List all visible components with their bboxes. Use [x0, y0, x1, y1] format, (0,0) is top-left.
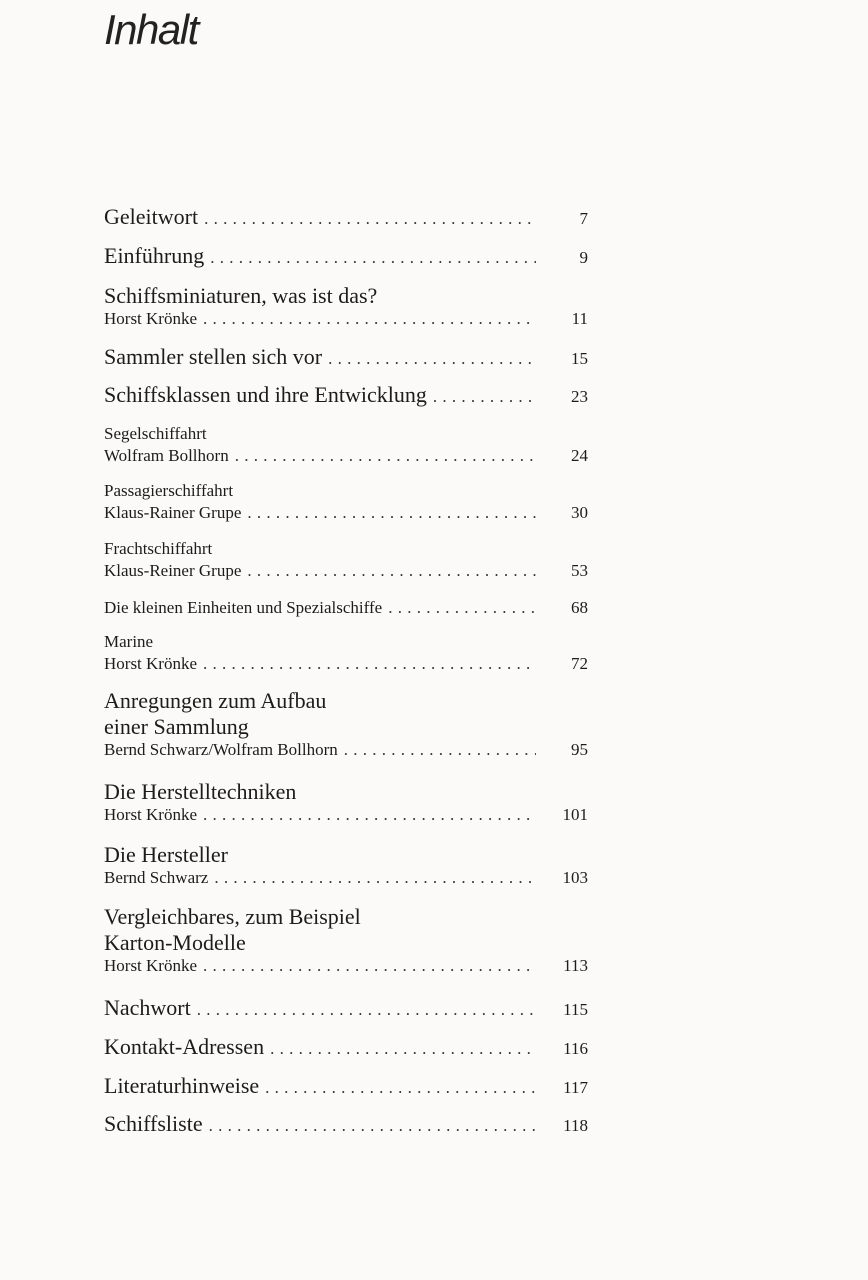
toc-entry-page: 101 [562, 805, 588, 824]
toc-entry[interactable] [104, 424, 588, 466]
toc-entry[interactable] [104, 243, 588, 269]
toc-entry-title: Die kleinen Einheiten und Spezialschiffe [104, 598, 383, 617]
dot-leader [209, 1116, 536, 1136]
dot-leader [204, 209, 536, 229]
toc-entry-title: Segelschiffahrt [104, 424, 207, 443]
toc-entry[interactable] [104, 779, 588, 825]
toc-entry-page: 95 [571, 740, 588, 759]
toc-entry[interactable] [104, 204, 588, 230]
toc-entry-title: Geleitwort [104, 204, 199, 229]
toc-entry-page: 116 [563, 1039, 588, 1058]
dot-leader [328, 349, 536, 369]
toc-entry-title: Vergleichbares, zum Beispiel [104, 904, 361, 929]
toc-entry[interactable] [104, 1111, 588, 1137]
toc-entry-page: 72 [571, 654, 588, 673]
toc-entry-page: 115 [563, 1000, 588, 1019]
toc-entry-page: 117 [563, 1078, 588, 1097]
toc-entry-author: Wolfram Bollhorn [104, 446, 229, 465]
toc-entry-page: 118 [563, 1116, 588, 1135]
dot-leader [214, 868, 536, 888]
dot-leader [270, 1039, 536, 1059]
toc-entry-title: Literaturhinweise [104, 1073, 260, 1098]
toc-entry-page: 11 [571, 309, 588, 328]
dot-leader [235, 446, 536, 466]
dot-leader [247, 503, 536, 523]
toc-entry-page: 7 [579, 209, 588, 228]
toc-entry-page: 113 [563, 956, 588, 975]
dot-leader [203, 654, 536, 674]
toc-entry-author: Horst Krönke [104, 956, 198, 975]
dot-leader [388, 598, 536, 618]
toc-entry-author: Bernd Schwarz [104, 868, 209, 887]
dot-leader [247, 561, 536, 581]
toc-entry[interactable] [104, 1034, 588, 1060]
toc-entry-title: Die Hersteller [104, 842, 228, 867]
toc-entry-page: 9 [579, 248, 588, 267]
dot-leader [265, 1078, 536, 1098]
dot-leader [203, 956, 536, 976]
toc-entry[interactable] [104, 632, 588, 674]
toc-entry-title: Schiffsliste [104, 1111, 203, 1136]
toc-entry-author: Horst Krönke [104, 309, 198, 328]
toc-entry-page: 103 [562, 868, 588, 887]
toc-entry-page: 23 [571, 387, 588, 406]
toc-entry-title: Passagierschiffahrt [104, 481, 234, 500]
toc-entry-author: Horst Krönke [104, 654, 198, 673]
toc-entry-title: Marine [104, 632, 154, 651]
toc-entry-title: Kontakt-Adressen [104, 1034, 265, 1059]
toc-entry-page: 53 [571, 561, 588, 580]
page-title: Inhalt [104, 6, 198, 53]
toc-entry[interactable] [104, 344, 588, 370]
toc-entry[interactable] [104, 481, 588, 523]
toc-entry[interactable] [104, 904, 588, 976]
toc-entry-page: 30 [571, 503, 588, 522]
toc-entry-title: Frachtschiffahrt [104, 539, 213, 558]
toc-entry[interactable] [104, 598, 588, 618]
dot-leader [197, 1000, 536, 1020]
toc-entry-title: Anregungen zum Aufbau [104, 688, 327, 713]
toc-entry-title: Schiffsminiaturen, was ist das? [104, 283, 378, 308]
toc-entry-title: Schiffsklassen und ihre Entwicklung [104, 382, 427, 407]
toc-entry-title-continued: einer Sammlung [104, 714, 249, 739]
toc-entry-title: Einführung [104, 243, 205, 268]
toc-entry-author: Klaus-Reiner Grupe [104, 561, 242, 580]
toc-entry[interactable] [104, 688, 588, 760]
toc-entry[interactable] [104, 842, 588, 888]
toc-entry-author: Horst Krönke [104, 805, 198, 824]
toc-entry-title: Sammler stellen sich vor [104, 344, 323, 369]
dot-leader [433, 387, 536, 407]
dot-leader [203, 309, 536, 329]
dot-leader [210, 248, 536, 268]
toc-entry-author: Bernd Schwarz/Wolfram Bollhorn [104, 740, 338, 759]
toc-entry-title-continued: Karton-Modelle [104, 930, 246, 955]
dot-leader [344, 740, 536, 760]
toc-entry-author: Klaus-Rainer Grupe [104, 503, 242, 522]
toc-entry[interactable] [104, 539, 588, 581]
toc-entry[interactable] [104, 1073, 588, 1099]
toc-entry-title: Die Herstelltechniken [104, 779, 297, 804]
toc-entry-title: Nachwort [104, 995, 191, 1020]
toc-entry-page: 68 [571, 598, 588, 617]
dot-leader [203, 805, 536, 825]
toc-entry[interactable] [104, 995, 588, 1021]
toc-entry[interactable] [104, 283, 588, 329]
toc-entry[interactable] [104, 382, 588, 408]
toc-entry-page: 15 [571, 349, 588, 368]
toc-entry-page: 24 [571, 446, 588, 465]
